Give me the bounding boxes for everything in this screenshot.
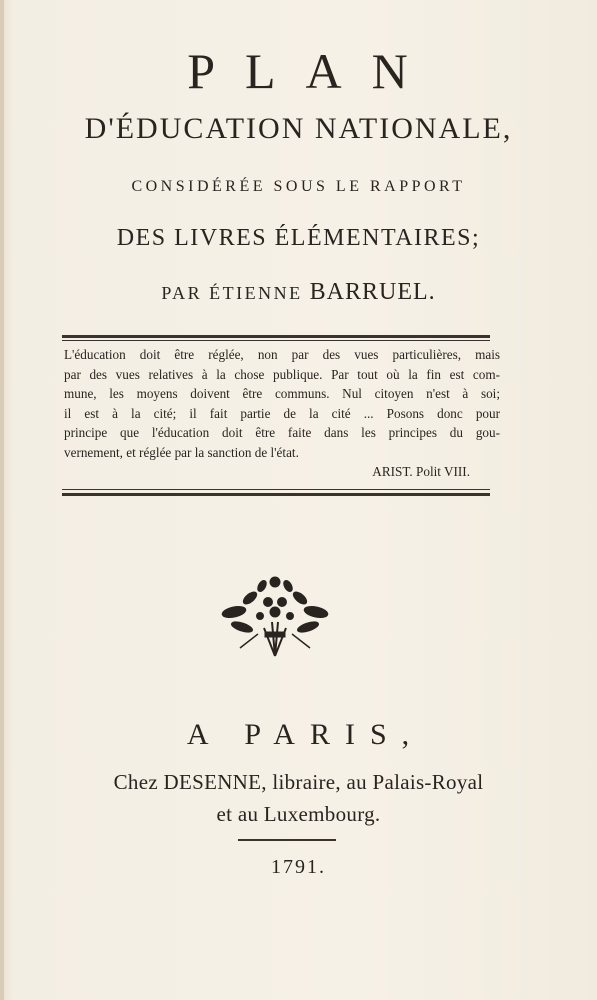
author-line <box>0 279 597 306</box>
rule-top-thick <box>62 335 490 338</box>
epigraph-last-line: vernement, et réglée par la sanction de l'état. <box>64 444 299 460</box>
epigraph <box>64 345 500 482</box>
page-binding-edge <box>0 0 4 1000</box>
epigraph-line: il est à la cité; il fait partie de la cité ... Posons donc pour <box>64 405 500 421</box>
epigraph-line: principe que l'éducation doit être faite dans les principes du gou- <box>64 425 500 440</box>
rule-top-thin <box>62 340 490 341</box>
imprint-city: A PARIS, <box>186 718 425 751</box>
rule-bottom-thick <box>62 493 490 496</box>
rule-year <box>238 839 336 841</box>
epigraph-line: L'éducation doit être réglée, non par des vues particulières, mais <box>64 347 500 362</box>
rule-bottom-thin <box>62 489 490 490</box>
title-plan: PLAN <box>187 43 438 99</box>
epigraph-attribution: ARIST. Polit VIII. <box>372 464 470 479</box>
epigraph-line: par des vues relatives à la chose publique. Par tout où la fin est com- <box>64 366 500 382</box>
title-education-nationale: D'ÉDUCATION NATIONALE, <box>84 112 513 145</box>
subtitle-livres: DES LIVRES ÉLÉMENTAIRES; <box>116 225 481 251</box>
imprint-publisher: Chez DESENNE, libraire, au Palais-Royal <box>113 770 484 794</box>
author-name: BARRUEL. <box>309 279 436 305</box>
floral-bouquet-icon <box>220 572 330 658</box>
imprint-year: 1791. <box>271 856 326 878</box>
subtitle-rapport: CONSIDÉRÉE SOUS LE RAPPORT <box>131 178 466 195</box>
author-prefix: PAR ÉTIENNE <box>161 283 303 303</box>
epigraph-line: mune, les moyens doivent être communs. Nul citoyen n'est à soi; <box>64 386 500 401</box>
imprint-address: et au Luxembourg. <box>216 802 381 826</box>
